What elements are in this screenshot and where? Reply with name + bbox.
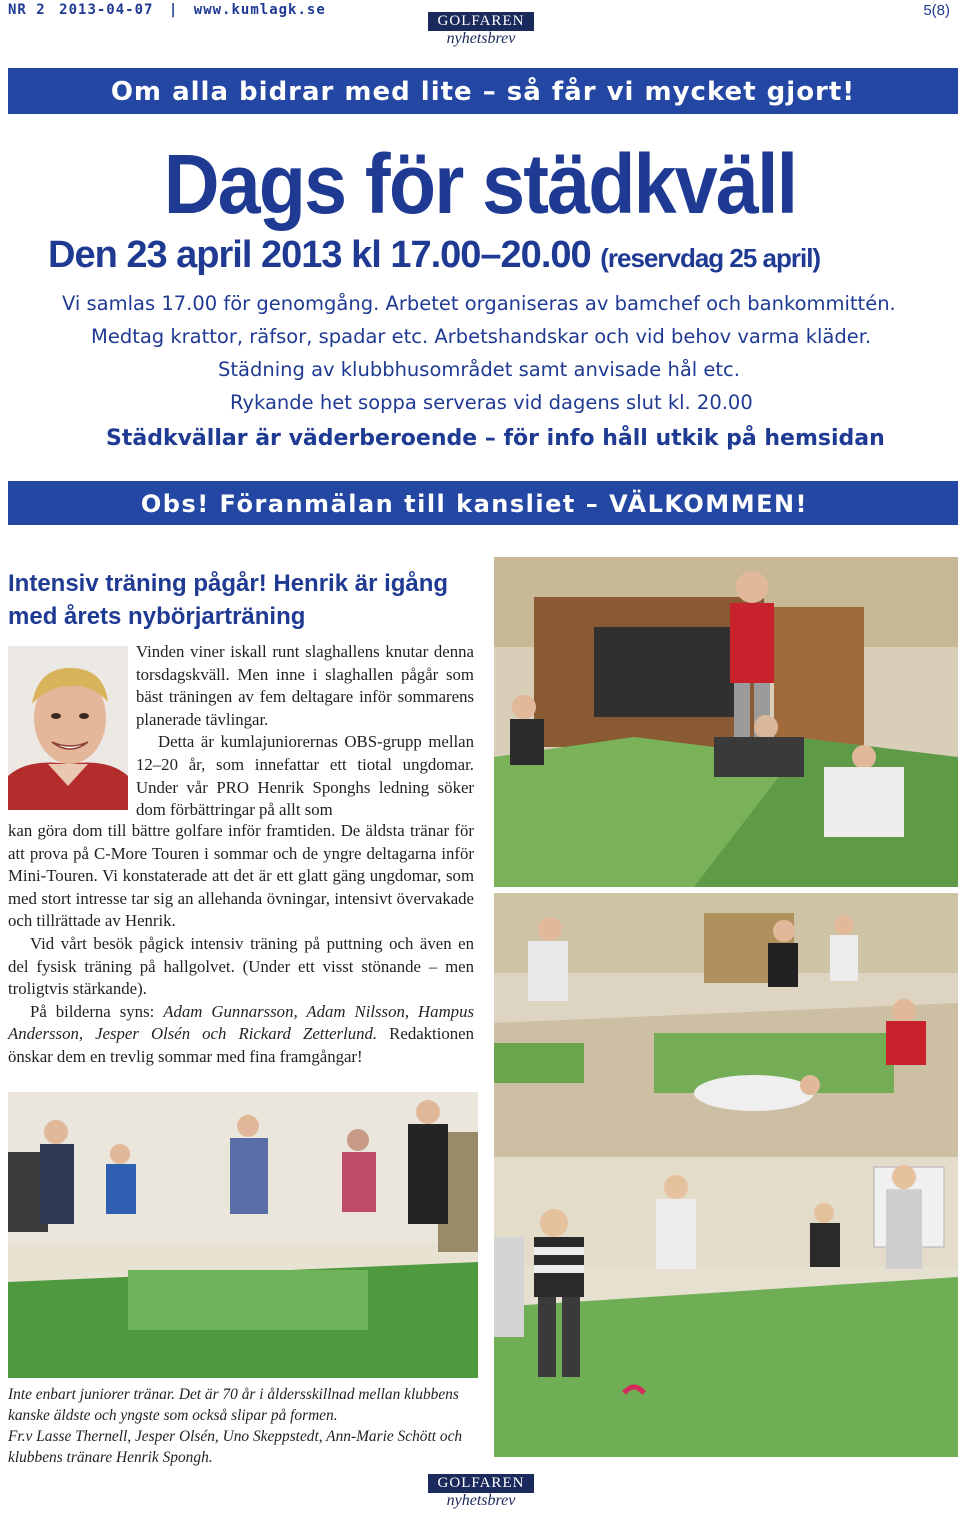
paragraph: Vinden viner iskall runt slaghallens knutar denna torsdagskväll. Men inne i slaghallen pågår som bäst träningen av fem deltagare inför sommarens planerade tävlingar. (136, 642, 474, 729)
info-weather-note: Städkvällar är väderberoende – för info håll utkik på hemsidan (106, 426, 885, 451)
registration-banner: Obs! Föranmälan till kansliet – VÄLKOMMEN! (8, 481, 958, 525)
paragraph (8, 1001, 474, 1069)
caption-line: Inte enbart juniorer tränar. Det är 70 år i åldersskillnad mellan klubbens kanske äldste och yngste som också slipar på formen. (8, 1386, 459, 1424)
info-line: Medtag krattor, räfsor, spadar etc. Arbetshandskar och vid behov varma kläder. (91, 325, 872, 348)
page-number: 5(8) (923, 2, 950, 19)
training-photo-1 (494, 557, 958, 887)
names-list: Adam Gunnarsson, Adam Nilsson, Hampus Andersson, Jesper Olsén och Rickard Zetterlund. (8, 1001, 474, 1044)
article-intro (136, 641, 474, 822)
putting-photo-1 (8, 1092, 478, 1378)
website-link[interactable]: www.kumlagk.se (193, 2, 326, 18)
event-date (48, 234, 820, 277)
article-headline-line1: Intensiv träning pågår! Henrik är igång (8, 570, 449, 597)
info-line: Städning av klubbhusområdet samt anvisade hål etc. (218, 358, 740, 381)
info-line: Rykande het soppa serveras vid dagens slut kl. 20.00 (230, 391, 753, 414)
article-headline (8, 567, 478, 633)
names-lead: På bilderna syns: (30, 1001, 164, 1021)
logo-subtitle: nyhetsbrev (446, 30, 516, 47)
caption-line: Fr.v Lasse Thernell, Jesper Olsén, Uno Skeppstedt, Ann-Marie Schött och klubbens tränare Henrik Spongh. (8, 1428, 463, 1466)
training-photo-2 (494, 893, 958, 1158)
closing-text: Redaktionen önskar dem en trevlig sommar med fina framgångar! (8, 1024, 474, 1066)
paragraph: kan göra dom till bättre golfare inför framtiden. De äldsta tränar för att prova på C-More Touren i sommar och de yngre deltagarna inför Mini-Touren. Vi konstaterade att det är ett glatt gäng ungdomar, som med stort intresse tar sig an allehanda övningar, intensivt övervakade och tillrättade av Henrik. (8, 821, 474, 931)
logo-title: GOLFAREN (428, 12, 534, 31)
paragraph: Vid vårt besök pågick intensiv träning på puttning och även en del fysisk träning på hallgolvet. (Under ett visst stönande – men troligtvis stärkande). (8, 933, 474, 999)
paragraph: Detta är kumlajuniorernas OBS-grupp mellan 12–20 år, som innefattar ett tiotal ungdomar. Under vår PRO Henrik Sponghs ledning söker dom förbättringar på allt som (136, 732, 474, 820)
portrait-photo (8, 646, 128, 810)
putting-photo-2 (494, 1157, 958, 1457)
issue-date: 2013-04-07 (59, 2, 154, 18)
top-banner: Om alla bidrar med lite – så får vi mycket gjort! (8, 68, 958, 114)
footer-logo-title: GOLFAREN (428, 1474, 534, 1493)
info-line: Vi samlas 17.00 för genomgång. Arbetet organiseras av bamchef och bankommittén. (62, 292, 896, 315)
article-headline-line2: med årets nybörjarträning (8, 603, 306, 630)
header-divider: | (168, 2, 179, 18)
newsletter-logo (428, 12, 534, 47)
issue-number: NR 2 (8, 2, 46, 18)
photo-caption (8, 1384, 478, 1468)
event-date-reserve: (reservdag 25 april) (600, 243, 821, 273)
page-title: Dags för städkväll (163, 137, 797, 231)
footer-logo-subtitle: nyhetsbrev (446, 1492, 516, 1509)
issue-header (8, 2, 326, 18)
footer-logo (428, 1474, 534, 1509)
article-body (8, 820, 474, 1069)
event-date-main: Den 23 april 2013 kl 17.00–20.00 (48, 234, 591, 276)
